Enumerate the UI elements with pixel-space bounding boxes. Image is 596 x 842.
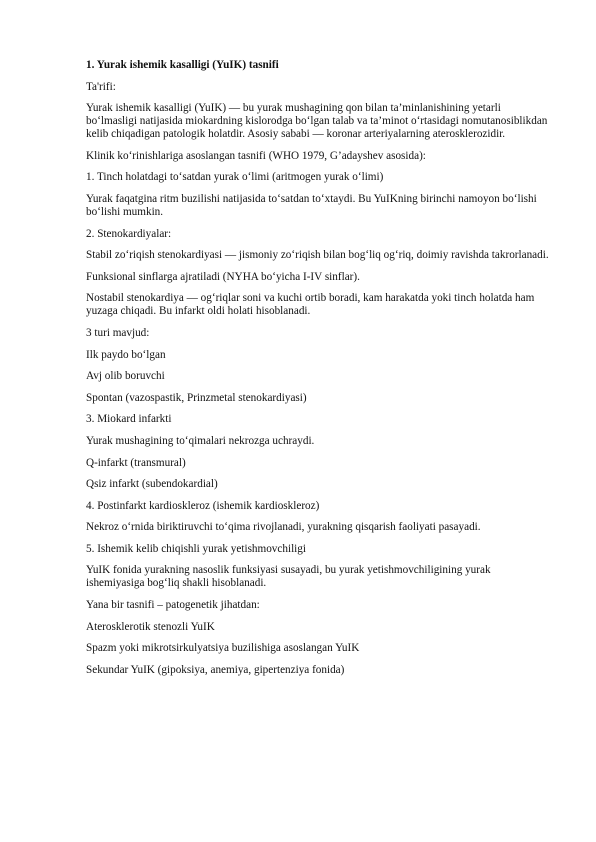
list-item: Aterosklerotik stenozli YuIK [86,620,215,633]
definition-text: Yurak ishemik kasalligi (YuIK) — bu yurak mushagining qon bilan ta’minlanishining yetarli bo‘lmasligi natijasida miokardning kislorodga bo‘lgan talab va ta’minot o‘rtasidagi nomutanosiblikdan kelib chiqadigan patologik holatdir. Asosiy sababi — koronar arteriyalarning aterosklerozidir. [86,102,548,141]
list-item: Avj olib boruvchi [86,370,165,383]
section-sudden-death-heading: 1. Tinch holatdagi to‘satdan yurak o‘limi (aritmogen yurak o‘limi) [86,171,384,184]
section-infarction-text: Yurak mushagining to‘qimalari nekrozga uchraydi. [86,434,315,447]
pathogenetic-classification-heading: Yana bir tasnifi – patogenetik jihatdan: [86,599,260,612]
types-label: 3 turi mavjud: [86,326,150,339]
stable-angina-text: Stabil zo‘riqish stenokardiyasi — jismoniy zo‘riqish bilan bog‘liq og‘riq, doimiy ravishda takrorlanadi. [86,249,549,262]
definition-label: Ta'rifi: [86,80,116,93]
list-item: Qsiz infarkt (subendokardial) [86,478,218,491]
section-sudden-death-text: Yurak faqatgina ritm buzilishi natijasida to‘satdan to‘xtaydi. Bu YuIKning birinchi namoyon bo‘lishi bo‘lishi mumkin. [86,192,537,218]
list-item: Spontan (vazospastik, Prinzmetal stenokardiyasi) [86,391,307,404]
unstable-angina-text: Nostabil stenokardiya — og‘riqlar soni va kuchi ortib boradi, kam harakatda yoki tinch holatda ham yuzaga chiqadi. Bu infarkt oldi holati hisoblanadi. [86,292,535,318]
section-cardiosclerosis-heading: 4. Postinfarkt kardioskleroz (ishemik kardioskleroz) [86,499,320,512]
section-infarction-heading: 3. Miokard infarkti [86,413,172,426]
list-item: Q-infarkt (transmural) [86,456,186,469]
section-angina-heading: 2. Stenokardiyalar: [86,227,172,240]
section-heart-failure-text: YuIK fonida yurakning nasoslik funksiyasi susayadi, bu yurak yetishmovchiligining yurak ishemiyasiga bog‘liq shakli hisoblanadi. [86,564,491,590]
list-item: Sekundar YuIK (gipoksiya, anemiya, gipertenziya fonida) [86,663,345,676]
list-item: Spazm yoki mikrotsirkulyatsiya buzilishiga asoslangan YuIK [86,642,360,655]
section-heart-failure-heading: 5. Ishemik kelib chiqishli yurak yetishmovchiligi [86,542,306,555]
clinical-classification-heading: Klinik ko‘rinishlariga asoslangan tasnifi (WHO 1979, G’adayshev asosida): [86,149,426,162]
section-cardiosclerosis-text: Nekroz o‘rnida biriktiruvchi to‘qima rivojlanadi, yurakning qisqarish faoliyati pasayadi. [86,521,481,534]
functional-classes-text: Funksional sinflarga ajratiladi (NYHA bo‘yicha I-IV sinflar). [86,270,360,283]
document-page [86,59,550,685]
list-item: Ilk paydo bo‘lgan [86,348,166,361]
document-title: 1. Yurak ishemik kasalligi (YuIK) tasnifi [86,59,279,71]
